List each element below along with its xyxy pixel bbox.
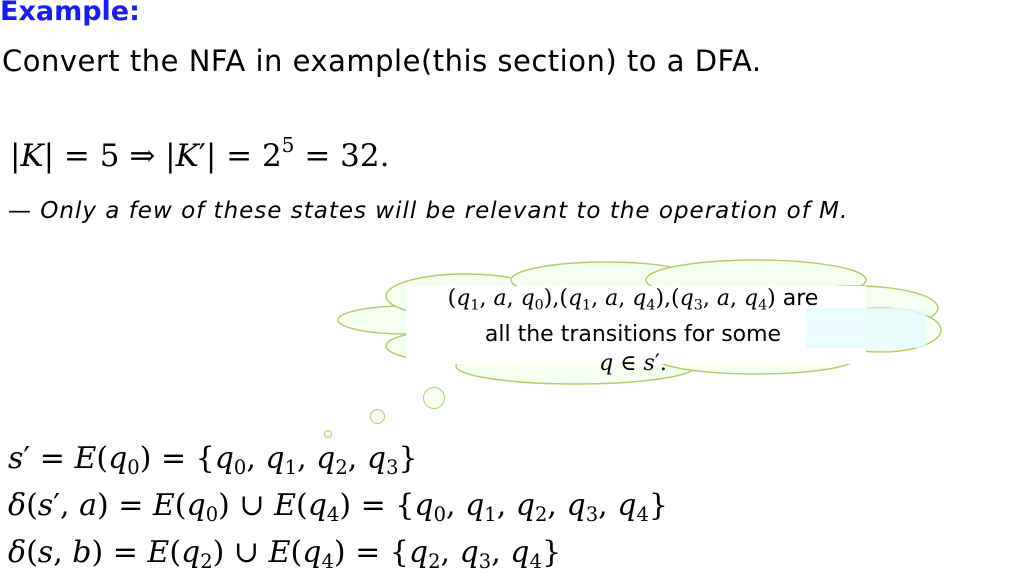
thought-bubble-small bbox=[324, 430, 332, 438]
equation-delta-a: δ(s′, $a) = E(q_0)$ ∪ $E(q_4) = \{q_0$, $q_1$, $q_2$, $q_3$, $q_4$} bbox=[8, 488, 668, 526]
state-count-equation: |K| = 5 ⇒ $|K'| = 2^5 = 32$. bbox=[10, 133, 390, 175]
cloud-line-2: all the transitions for some bbox=[484, 322, 782, 348]
equation-s-prime: $s' = E(q_0) = \{q_0$, $q_1$, $q_2$, $q_3$} bbox=[8, 441, 418, 479]
cloud-text bbox=[400, 284, 866, 378]
thought-bubble-large bbox=[423, 387, 445, 409]
slide-title: Example: bbox=[0, 0, 140, 27]
equation-delta-b: δ(s, $b) = E(q_2)$ ∪ $E(q_4) = \{q_2$, $q_3$, $q_4$} bbox=[8, 535, 562, 573]
thought-bubble-medium bbox=[370, 409, 385, 424]
relevance-note: — Only a few of these states will be relevant to the operation of M. bbox=[8, 198, 849, 224]
intro-text: Convert the NFA in example(this section) to a DFA. bbox=[2, 44, 762, 78]
cloud-line-3: q ∈ s′. bbox=[599, 351, 667, 377]
cloud-line-1: ($q_1$, a, $q_0),(q_1$, a, $q_4),(q_3$, a, $q_4$) are bbox=[447, 286, 819, 314]
